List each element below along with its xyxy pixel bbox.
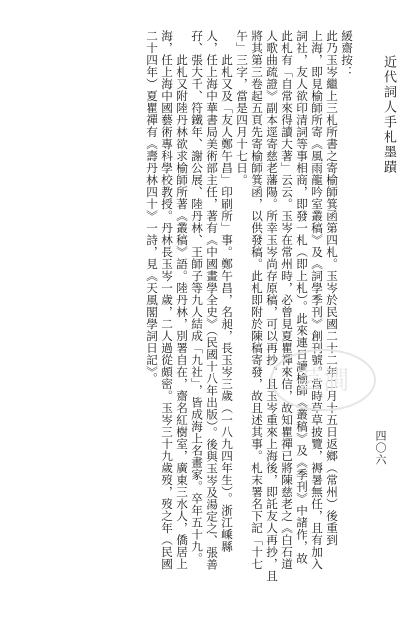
annotation-body <box>44 30 354 590</box>
text-column: 上海，即見榆師所寄《風雨龍吟室叢稿》及《詞學季刊》創刊號。當時草草披覽，褥暑無任，且有加入 <box>310 30 324 570</box>
text-column: 人歌曲疏證》副本逕寄慈老藩陽。所幸玉岑尚存原稿，可以再抄。且玉岑重來上海後，即託友人再抄，且 <box>265 30 279 582</box>
text-column: 詞社，友人欲印清詞等事相商，即發一札（即上札）。此來連日讀榆師《叢稿》及《季刊》中諸作，故 <box>295 30 309 565</box>
text-column: 此乃玉岑繼上三札所書之寄榆師箕函第四札。玉岑於民國二十二年二月十五日返鄉（常州）後重到 <box>325 30 339 546</box>
text-column: 孖、張大千、符鐵年、謝公展、陸丹林、王師子等九人結成「九社」，皆成海上名畫家。卒年五十九。 <box>190 30 204 565</box>
notes-heading: 緩齋按： <box>340 30 354 78</box>
text-column: 此札又及「友人鄭午昌」印刷所」事。鄭午昌，名昶，長玉岑三歲（一八九四年生）。浙江嵊縣 <box>220 54 234 553</box>
text-column: 將其第三卷起五頁先寄榆師箕函，以供發稿。此札即附於陳稿寄發，故且述其事。札末署名下記「十七 <box>250 30 264 570</box>
watermark-text: 芸澗 <box>296 366 350 396</box>
book-title: 近代詞人手札墨蹟 <box>381 55 396 175</box>
page-number: 四〇六 <box>374 430 387 466</box>
text-column: 海，任上海中國藝術專科學校教授。丹林長玉岑一歲，二人過從頗密。玉岑三十九歲歿，歿之年（民國 <box>160 30 174 570</box>
text-column: 午」三字，當是四月十七日。 <box>235 30 249 186</box>
text-column: 二十四年）夏瞿禪有《壽丹林四十》一詩，見《天風閣學詞日記》。 <box>145 30 159 385</box>
text-column: 人，任上海中華書局美術部主任，著有《中國畫學全史》（民國十八年出版）。後與玉岑及湯定之、張善 <box>205 30 219 571</box>
text-column: 此札又附陸丹林欲求榆師所著《叢稿》語。陸丹林，別署自在，齋名紅樹室，廣東三水人，僑居上 <box>175 54 189 570</box>
text-column: 此札有「自常來得讀大著」云云。玉岑在常州時，必曾見夏瞿禪來信，故知瞿禪已將陳慈老之《白石道 <box>280 30 294 570</box>
